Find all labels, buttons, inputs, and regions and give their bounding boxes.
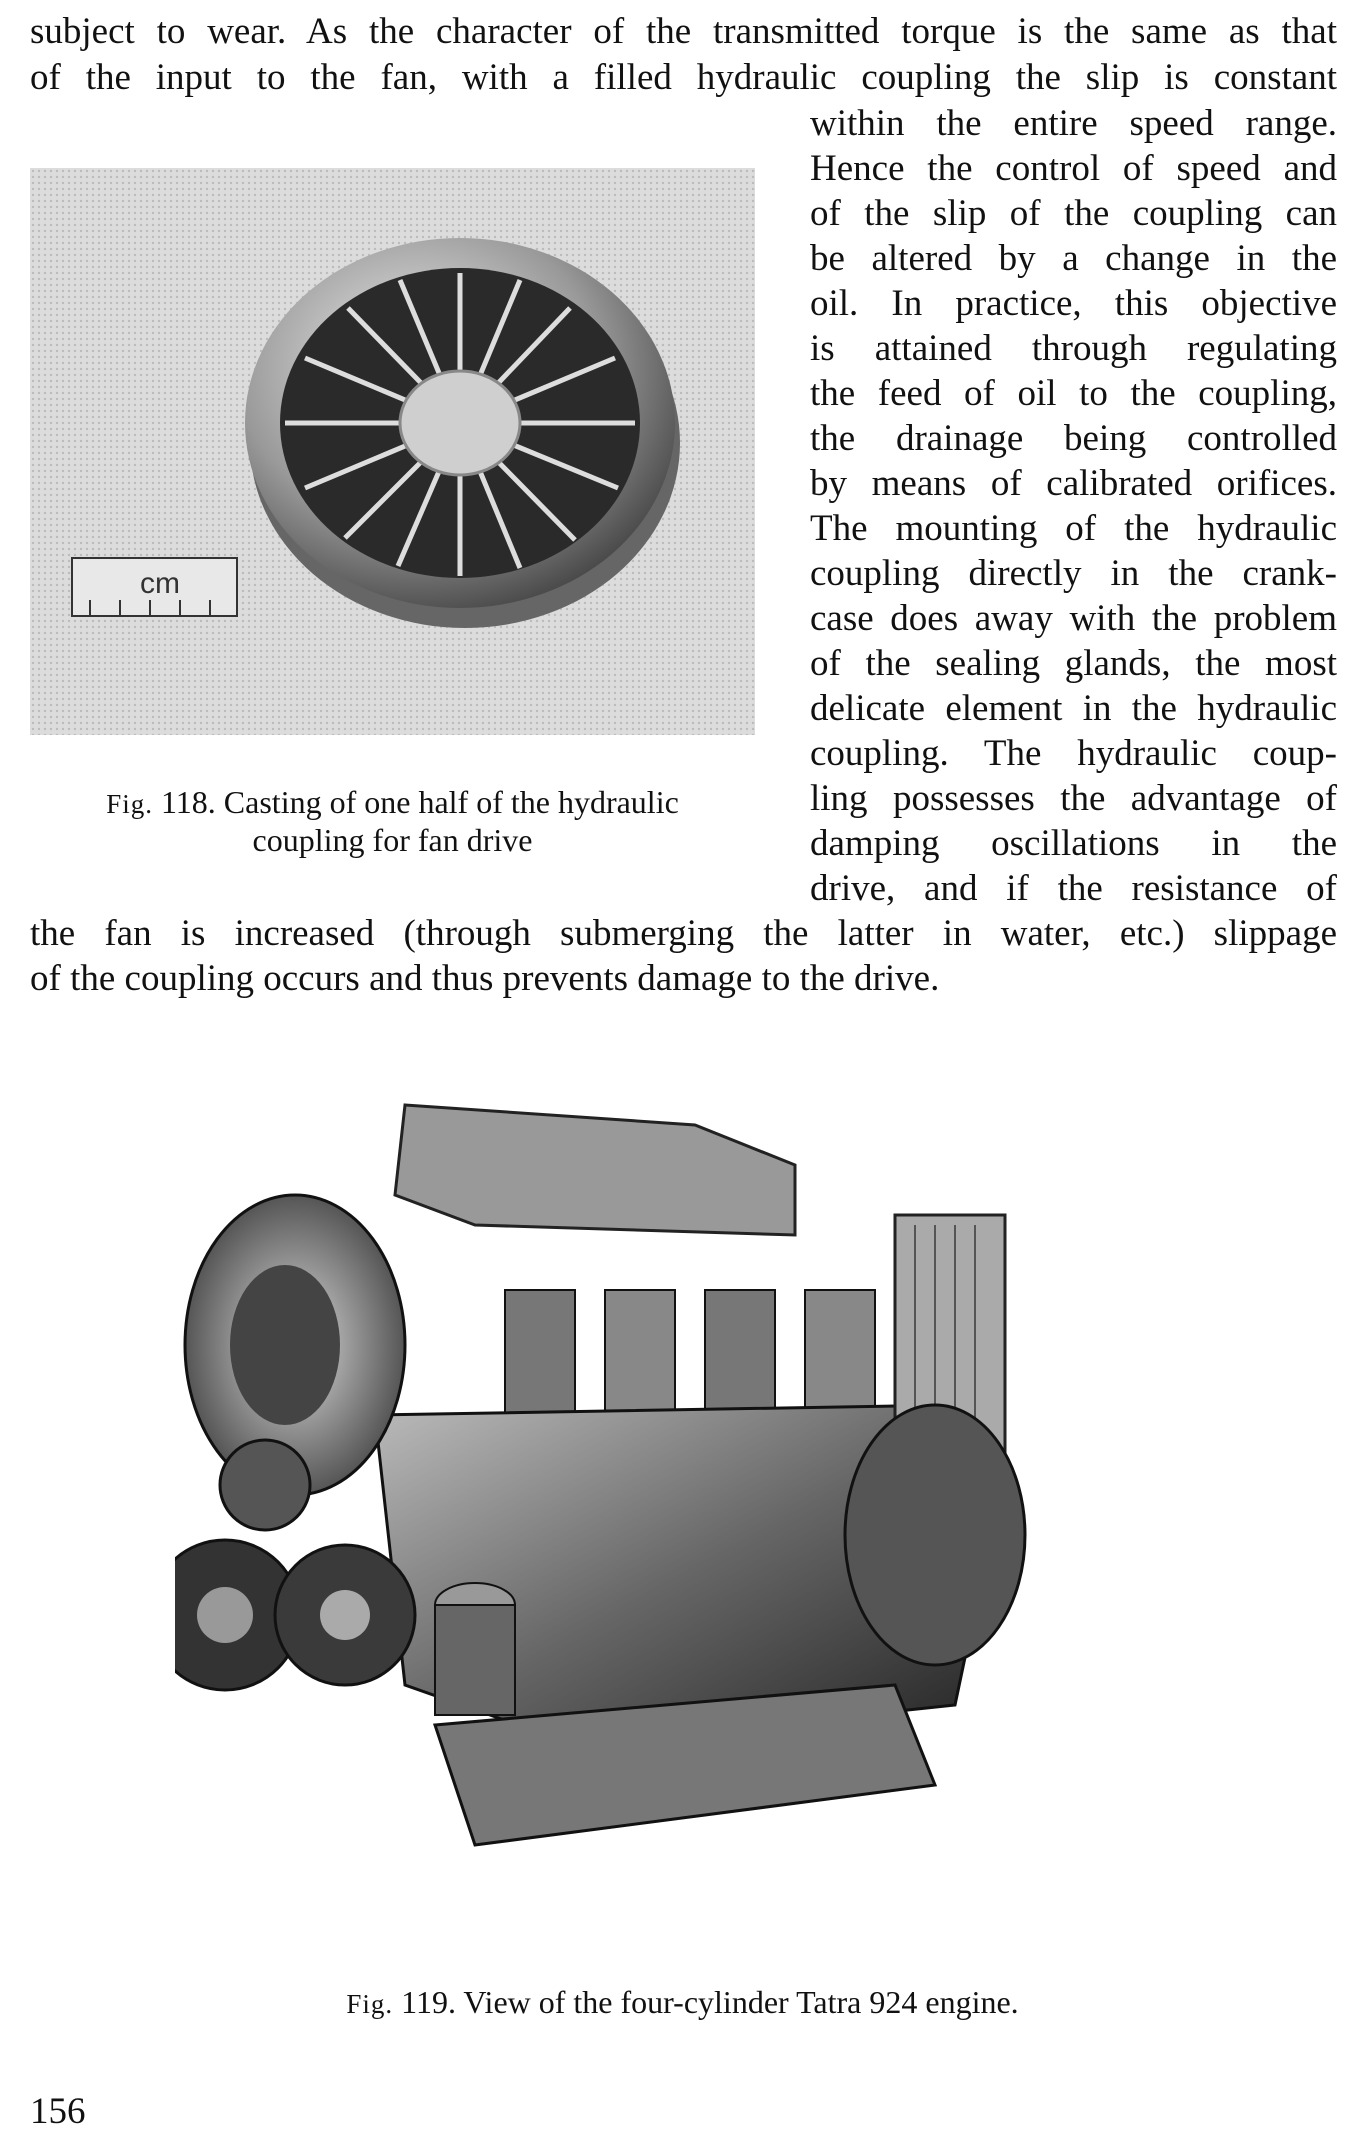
caption-text: View of the four-cylinder Tatra 924 engine. (463, 1984, 1019, 2020)
body-line: damping oscillations in the (810, 823, 1337, 864)
body-line: within the entire speed range. (810, 103, 1337, 144)
body-line: coupling directly in the crank- (810, 553, 1337, 594)
body-line: of the slip of the coupling can (810, 193, 1337, 234)
body-line: of the sealing glands, the most (810, 643, 1337, 684)
body-line: the fan is increased (through submerging the latter in water, etc.) slippage (30, 913, 1337, 954)
page-number: 156 (30, 2091, 86, 2132)
body-line: drive, and if the resistance of (810, 868, 1337, 909)
body-line: of the coupling occurs and thus prevents damage to the drive. (30, 958, 940, 999)
body-line: is attained through regulating (810, 328, 1337, 369)
body-line: subject to wear. As the character of the transmitted torque is the same as that (30, 11, 1337, 52)
body-line: case does away with the problem (810, 598, 1337, 639)
scale-label: cm (140, 567, 180, 600)
body-line: The mounting of the hydraulic (810, 508, 1337, 549)
body-line: delicate element in the hydraulic (810, 688, 1337, 729)
body-line: the drainage being controlled (810, 418, 1337, 459)
figure-119-caption (0, 1982, 1365, 2024)
body-line: of the input to the fan, with a filled hydraulic coupling the slip is constant (30, 57, 1337, 98)
body-line: ling possesses the advantage of (810, 778, 1337, 819)
figure-number: 118. (160, 784, 216, 820)
caption-text: Casting of one half of the hydraulic (223, 784, 679, 820)
figure-118-image (30, 168, 755, 735)
figure-label: Fig. (346, 1989, 394, 2019)
body-line: be altered by a change in the (810, 238, 1337, 279)
figure-118-caption-line1 (30, 782, 755, 824)
figure-number: 119. (401, 1984, 456, 2020)
figure-label: Fig. (106, 789, 153, 819)
body-line: Hence the control of speed and (810, 148, 1337, 189)
figure-118-caption-line2: coupling for fan drive (252, 822, 533, 858)
body-line: by means of calibrated orifices. (810, 463, 1337, 504)
figure-119-image (175, 1085, 1165, 1955)
body-line: coupling. The hydraulic coup- (810, 733, 1337, 774)
body-line: the feed of oil to the coupling, (810, 373, 1337, 414)
body-line: oil. In practice, this objective (810, 283, 1337, 324)
